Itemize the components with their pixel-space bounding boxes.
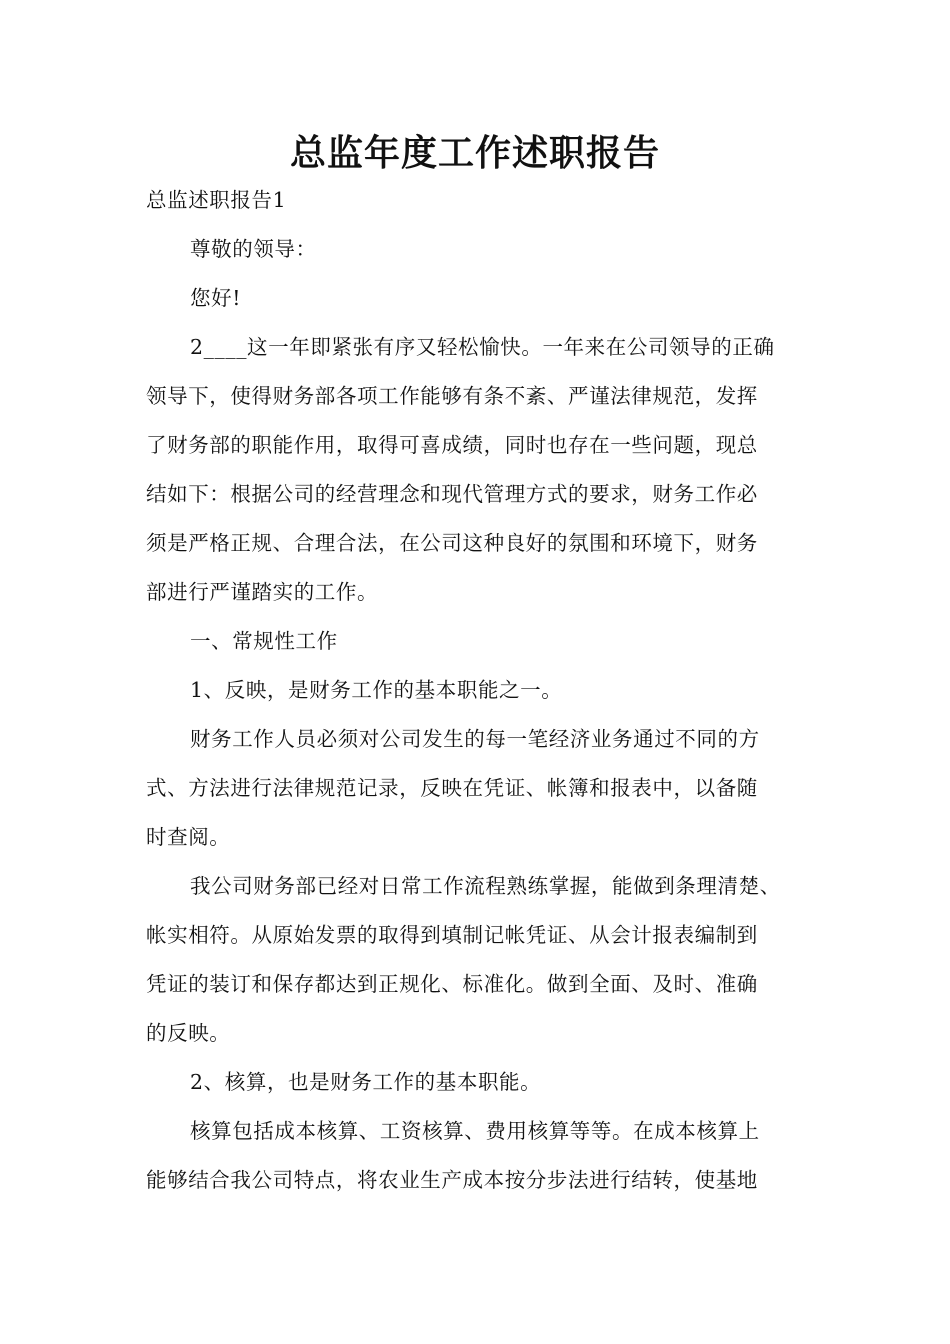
paragraph-line: 了财务部的职能作用，取得可喜成绩，同时也存在一些问题，现总: [146, 433, 758, 457]
greeting: 您好!: [190, 286, 242, 310]
paragraph-line: 能够结合我公司特点，将农业生产成本按分步法进行结转，使基地: [146, 1168, 758, 1192]
salutation: 尊敬的领导：: [190, 237, 317, 261]
paragraph-line: 帐实相符。从原始发票的取得到填制记帐凭证、从会计报表编制到: [146, 923, 758, 947]
subsection-heading: 1、反映，是财务工作的基本职能之一。: [190, 678, 563, 702]
paragraph-line: 结如下：根据公司的经营理念和现代管理方式的要求，财务工作必: [146, 482, 758, 506]
paragraph-line: 式、方法进行法律规范记录，反映在凭证、帐簿和报表中，以备随: [146, 776, 758, 800]
paragraph-line: 财务工作人员必须对公司发生的每一笔经济业务通过不同的方: [190, 727, 760, 751]
paragraph-line: 我公司财务部已经对日常工作流程熟练掌握，能做到条理清楚、: [190, 874, 781, 898]
paragraph-line: 凭证的装订和保存都达到正规化、标准化。做到全面、及时、准确: [146, 972, 758, 996]
paragraph-line: 时查阅。: [146, 825, 231, 849]
section-heading: 一、常规性工作: [190, 629, 338, 653]
report-subtitle: 总监述职报告1: [146, 188, 287, 212]
paragraph-line: 2____这一年即紧张有序又轻松愉快。一年来在公司领导的正确: [190, 335, 775, 359]
document-title: 总监年度工作述职报告: [289, 133, 660, 174]
document-body: [146, 184, 814, 1196]
paragraph-line: 领导下，使得财务部各项工作能够有条不紊、严谨法律规范，发挥: [146, 384, 758, 408]
paragraph-line: 须是严格正规、合理合法，在公司这种良好的氛围和环境下，财务: [146, 531, 758, 555]
paragraph-line: 的反映。: [146, 1021, 231, 1045]
paragraph-line: 核算包括成本核算、工资核算、费用核算等等。在成本核算上: [190, 1119, 760, 1143]
subsection-heading: 2、核算，也是财务工作的基本职能。: [190, 1070, 542, 1094]
paragraph-line: 部进行严谨踏实的工作。: [146, 580, 379, 604]
